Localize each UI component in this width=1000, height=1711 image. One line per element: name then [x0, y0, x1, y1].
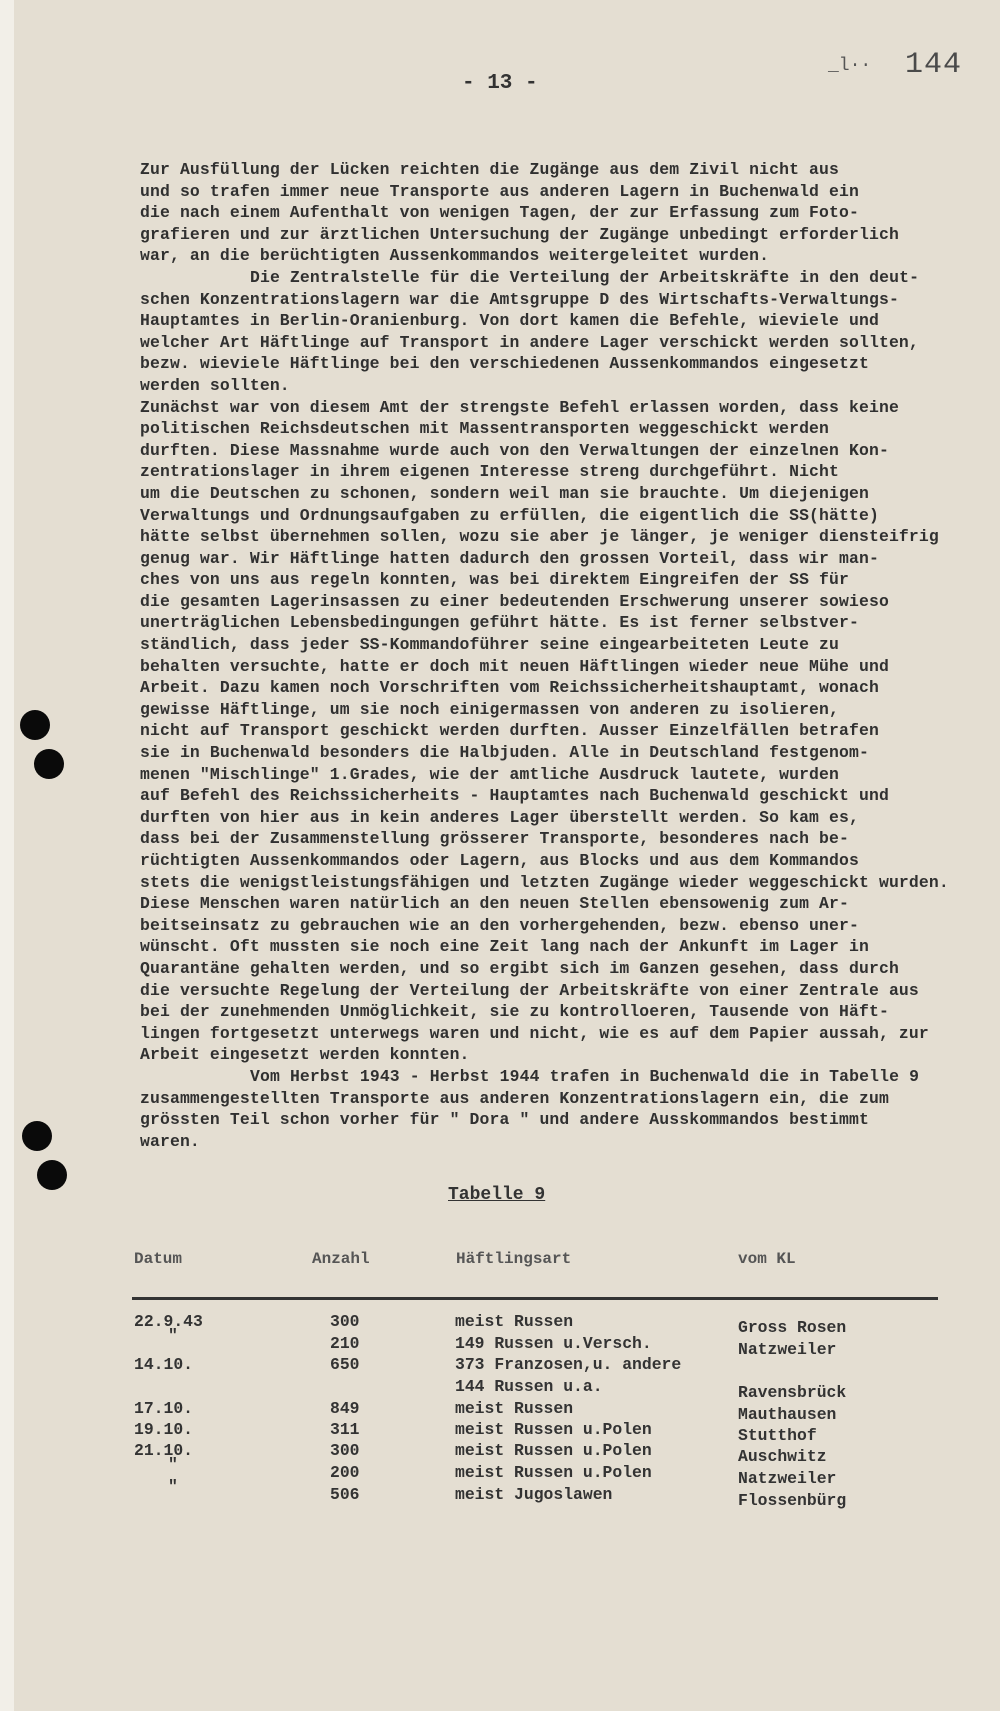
cell-haeftlingsart: meist Russen u.Polen	[455, 1420, 652, 1439]
cell-vom-kl: Natzweiler	[738, 1469, 837, 1488]
text-line: bei der zunehmenden Unmöglichkeit, sie zu kontrolloeren, Tausende von Häft-	[140, 1002, 889, 1022]
cell-vom-kl: Natzweiler	[738, 1340, 837, 1359]
punch-hole	[37, 1160, 67, 1190]
text-line: und so trafen immer neue Transporte aus anderen Lagern in Buchenwald ein	[140, 181, 859, 201]
text-line: Vom Herbst 1943 - Herbst 1944 trafen in Buchenwald die in Tabelle 9	[250, 1066, 920, 1086]
folio-number: 144	[905, 48, 963, 82]
cell-anzahl: 849	[330, 1399, 360, 1418]
cell-vom-kl: Flossenbürg	[738, 1491, 847, 1510]
text-line: werden sollten.	[140, 375, 290, 395]
text-line: Arbeit. Dazu kamen noch Vorschriften vom Reichssicherheitshauptamt, wonach	[140, 678, 879, 698]
text-line: dass bei der Zusammenstellung grösserer Transporte, besonderes nach be-	[140, 829, 850, 849]
cell-datum: "	[168, 1455, 178, 1474]
text-line: grössten Teil schon vorher für " Dora " und andere Ausskommandos bestimmt	[140, 1110, 869, 1130]
cell-vom-kl: Ravensbrück	[738, 1383, 847, 1402]
col-header-anzahl: Anzahl	[312, 1250, 370, 1268]
text-line: ches von uns aus regeln konnten, was bei direktem Eingreifen der SS für	[140, 570, 850, 590]
cell-anzahl: 650	[330, 1355, 360, 1374]
col-header-datum: Datum	[134, 1250, 183, 1268]
text-line: grafieren und zur ärztlichen Untersuchung der Zugänge unbedingt erforderlich	[140, 224, 899, 244]
cell-anzahl: 200	[330, 1463, 360, 1482]
cell-anzahl: 300	[330, 1312, 360, 1331]
text-line: zusammengestellten Transporte aus anderen Konzentrationslagern ein, die zum	[140, 1088, 889, 1108]
cell-datum: 14.10.	[134, 1355, 194, 1374]
text-line: Zunächst war von diesem Amt der strengste Befehl erlassen worden, dass keine	[140, 397, 899, 417]
paragraph	[140, 267, 980, 397]
text-line: welcher Art Häftlinge auf Transport in andere Lager verschickt werden sollten,	[140, 332, 919, 352]
text-line: gewisse Häftlinge, um sie noch einigermassen von anderen zu isolieren,	[140, 699, 840, 719]
text-line: Quarantäne gehalten werden, und so ergibt sich im Ganzen gesehen, dass durch	[140, 958, 899, 978]
cell-anzahl: 210	[330, 1334, 360, 1353]
cell-anzahl: 311	[330, 1420, 360, 1439]
text-line: politischen Reichsdeutschen mit Massentransporten weggeschickt werden	[140, 419, 830, 439]
text-line: auf Befehl des Reichssicherheits - Hauptamtes nach Buchenwald geschickt und	[140, 786, 889, 806]
punch-hole	[34, 749, 64, 779]
cell-haeftlingsart: 149 Russen u.Versch.	[455, 1334, 652, 1353]
text-line: Verwaltungs und Ordnungsaufgaben zu erfüllen, die eigentlich die SS(hätte)	[140, 505, 879, 525]
paragraph	[140, 1066, 980, 1152]
table-rule	[132, 1297, 938, 1300]
text-line: unerträglichen Lebensbedingungen geführt hätte. Es ist ferner selbstver-	[140, 613, 859, 633]
text-line: rüchtigten Aussenkommandos oder Lagern, aus Blocks und aus dem Kommandos	[140, 851, 859, 870]
cell-anzahl: 506	[330, 1485, 360, 1504]
cell-vom-kl: Gross Rosen	[738, 1318, 847, 1337]
text-line: zentrationslager in ihrem eigenen Interesse streng durchgeführt. Nicht	[140, 462, 840, 482]
cell-datum: "	[168, 1477, 178, 1496]
punch-hole	[22, 1121, 52, 1151]
text-line: die versuchte Regelung der Verteilung der Arbeitskräfte von einer Zentrale aus	[140, 980, 919, 1000]
text-line: waren.	[140, 1131, 200, 1151]
text-line: schen Konzentrationslagern war die Amtsgruppe D des Wirtschafts-Verwaltungs-	[140, 289, 899, 309]
text-line: durften. Diese Massnahme wurde auch von den Verwaltungen der einzelnen Kon-	[140, 440, 889, 460]
text-line: beitseinsatz zu gebrauchen wie an den vorhergehenden, bezw. ebenso uner-	[140, 915, 859, 935]
cell-datum: "	[168, 1326, 178, 1345]
cell-datum: 17.10.	[134, 1399, 194, 1418]
text-line: Zur Ausfüllung der Lücken reichten die Zugänge aus dem Zivil nicht aus	[140, 160, 840, 179]
paper-edge	[0, 0, 14, 1711]
text-line: wünscht. Oft mussten sie noch eine Zeit lang nach der Ankunft im Lager in	[140, 937, 869, 957]
text-line: hätte selbst übernehmen sollen, wozu sie aber je länger, je weniger diensteifrig	[140, 527, 939, 547]
text-line: behalten versuchte, hatte er doch mit neuen Häftlingen wieder neue Mühe und	[140, 656, 889, 676]
body-text	[140, 159, 980, 1152]
cell-anzahl: 300	[330, 1441, 360, 1460]
text-line: Arbeit eingesetzt werden konnten.	[140, 1045, 470, 1065]
text-line: lingen fortgesetzt unterwegs waren und nicht, wie es auf dem Papier aussah, zur	[140, 1023, 929, 1043]
text-line: die gesamten Lagerinsassen zu einer bedeutenden Erschwerung unserer sowieso	[140, 591, 889, 611]
cell-vom-kl: Auschwitz	[738, 1447, 827, 1466]
text-line: durften von hier aus in kein anderes Lager überstellt werden. So kam es,	[140, 807, 859, 827]
text-line: war, an die berüchtigten Aussenkommandos weitergeleitet wurden.	[140, 246, 770, 266]
text-line: bezw. wieviele Häftlinge bei den verschiedenen Aussenkommandos eingesetzt	[140, 354, 869, 374]
paragraph	[140, 159, 980, 267]
page-number: - 13 -	[462, 72, 538, 95]
text-line: menen "Mischlinge" 1.Grades, wie der amtliche Ausdruck lautete, wurden	[140, 764, 840, 784]
col-header-haeftlingsart: Häftlingsart	[456, 1250, 572, 1268]
text-line: ständlich, dass jeder SS-Kommandoführer seine eingearbeiteten Leute zu	[140, 635, 840, 655]
cell-datum: 22.9.43	[134, 1312, 203, 1331]
folio-mark: _l··	[828, 56, 872, 76]
cell-haeftlingsart: 144 Russen u.a.	[455, 1377, 603, 1396]
text-line: Diese Menschen waren natürlich an den neuen Stellen ebensowenig zum Ar-	[140, 894, 850, 914]
punch-hole	[20, 710, 50, 740]
text-line: Hauptamtes in Berlin-Oranienburg. Von dort kamen die Befehle, wieviele und	[140, 311, 879, 331]
text-line: die nach einem Aufenthalt von wenigen Tagen, der zur Erfassung zum Foto-	[140, 203, 859, 223]
text-line: nicht auf Transport geschickt werden durften. Ausser Einzelfällen betrafen	[140, 721, 879, 741]
col-header-vom-kl: vom KL	[738, 1250, 796, 1268]
cell-vom-kl: Mauthausen	[738, 1405, 837, 1424]
cell-haeftlingsart: meist Russen u.Polen	[455, 1463, 652, 1482]
cell-haeftlingsart: meist Russen	[455, 1312, 574, 1331]
cell-haeftlingsart: 373 Franzosen,u. andere	[455, 1355, 682, 1374]
table-title: Tabelle 9	[448, 1185, 546, 1205]
cell-haeftlingsart: meist Jugoslawen	[455, 1485, 613, 1504]
text-line: sie in Buchenwald besonders die Halbjuden. Alle in Deutschland festgenom-	[140, 743, 869, 763]
text-line: stets die wenigstleistungsfähigen und letzten Zugänge wieder weggeschickt wurden.	[140, 872, 949, 892]
cell-datum: 21.10.	[134, 1441, 194, 1460]
cell-haeftlingsart: meist Russen u.Polen	[455, 1441, 652, 1460]
text-line: Die Zentralstelle für die Verteilung der Arbeitskräfte in den deut-	[250, 267, 920, 287]
cell-haeftlingsart: meist Russen	[455, 1399, 574, 1418]
cell-vom-kl: Stutthof	[738, 1426, 817, 1445]
text-line: um die Deutschen zu schonen, sondern weil man sie brauchte. Um diejenigen	[140, 483, 869, 503]
text-line: genug war. Wir Häftlinge hatten dadurch den grossen Vorteil, dass wir man-	[140, 548, 879, 568]
cell-datum: 19.10.	[134, 1420, 194, 1439]
paragraph	[140, 397, 980, 1066]
